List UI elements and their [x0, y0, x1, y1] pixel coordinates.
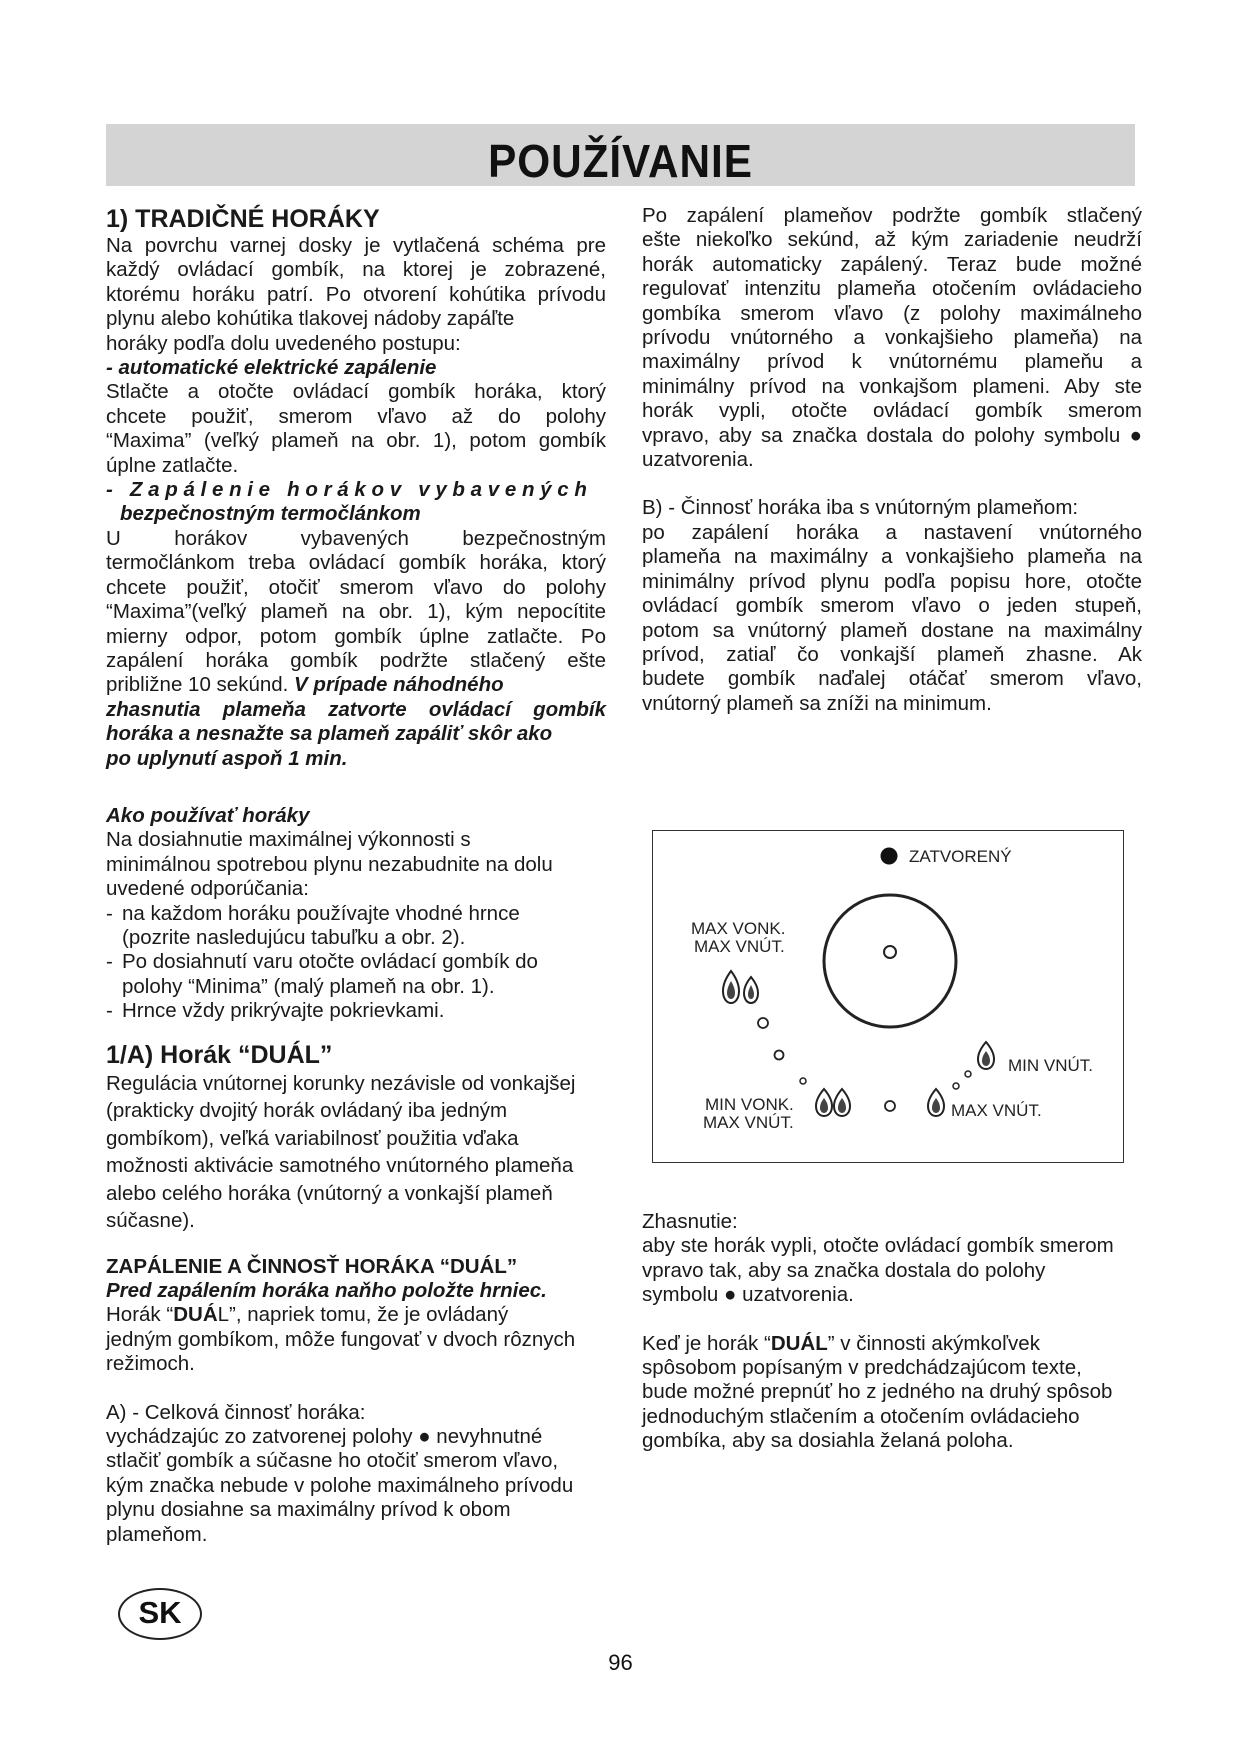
- position-dot: [775, 1051, 784, 1060]
- position-dot: [800, 1078, 806, 1084]
- label-max-inner: MAX VNÚT.: [694, 937, 785, 956]
- position-dot: [953, 1083, 959, 1089]
- ignition-heading: ZAPÁLENIE A ČINNOSŤ HORÁKA “DUÁL”: [106, 1254, 518, 1278]
- label-min-inner: MIN VNÚT.: [1008, 1056, 1093, 1075]
- position-dot: [758, 1018, 768, 1028]
- safety-warning: zhasnutia plameňa zatvorte ovládací gombík: [106, 697, 606, 721]
- dual-flame-icon: [723, 971, 758, 1003]
- single-flame-icon: [928, 1089, 944, 1116]
- label-closed: ZATVORENÝ: [909, 847, 1012, 866]
- list-item: - Hrnce vždy prikrývajte pokrievkami.: [106, 999, 445, 1023]
- label-max-inner-right: MAX VNÚT.: [951, 1101, 1042, 1120]
- thermocouple-heading-2: bezpečnostným termočlánkom: [120, 502, 421, 526]
- mode-a-heading: A) - Celková činnosť horáka:: [106, 1400, 366, 1424]
- auto-ignition-text: Stlačte a otočte ovládací gombík horáka, ktorý chcete použiť, smerom vľavo až do polohy “Maxima” (veľký plameň na obr. 1), potom gombík úplne zatlačte.: [106, 380, 606, 477]
- knob-circle: [824, 895, 956, 1027]
- left-column: [106, 204, 606, 1547]
- off-text: aby ste horák vypli, otočte ovládací gombík smerom vpravo tak, aby sa značka dostala do polohy symbolu ● uzatvorenia.: [642, 1234, 1114, 1307]
- title-band: [106, 124, 1135, 186]
- dual-flame-icon: [816, 1089, 850, 1116]
- page-number: 96: [608, 1650, 633, 1675]
- country-badge: SK: [118, 1588, 202, 1640]
- section-heading-traditional-burners: 1) TRADIČNÉ HORÁKY: [106, 205, 380, 233]
- auto-ignition-heading: - automatické elektrické zapálenie: [106, 356, 437, 380]
- mode-a-text: vychádzajúc zo zatvorenej polohy ● nevyhnutné stlačiť gombík a súčasne ho otočiť smerom vľavo, kým značka nebude v polohe maximálneho prívodu plynu dosiahne sa maximálny prívod k obom plameňom.: [106, 1425, 574, 1546]
- intro-paragraph: Na povrchu varnej dosky je vytlačená schéma pre každý ovládací gombík, na ktorej je zobrazené, ktorému horáku patrí. Po otvorení kohútika prívodu plynu alebo kohútika tlakovej nádoby zapáľte horáky podľa dolu uvedeného postupu:: [106, 234, 606, 355]
- position-dot: [965, 1071, 971, 1077]
- closed-position-dot-icon: [881, 848, 898, 865]
- safety-warning-start: V prípade náhodného: [294, 673, 504, 697]
- usage-heading: Ako používať horáky: [106, 803, 310, 827]
- label-min-outer: MIN VONK.: [705, 1095, 794, 1114]
- ignition-text: Horák “DUÁL”, napriek tomu, že je ovládaný jedným gombíkom, môže fungovať v dvoch rôznych režimoch.: [106, 1303, 576, 1376]
- mode-b-text: B) - Činnosť horáka iba s vnútorným plameňom: po zapálení horáka a nastavení vnútorného plameňa na maximálny a vonkajšieho plameňa na minimálny prívod plynu podľa popisu hore, otočte ovládací gombík smerom vľavo o jeden stupeň, potom sa vnútorný plameň dostane na maximálny prívod, zatiaľ čo vonkajší plameň zhasne. Ak budete gombík naďalej otáčať smerom vľavo, vnútorný plameň sa zníži na minimum.: [642, 496, 1142, 715]
- right-column: [642, 204, 1142, 716]
- dual-text: Regulácia vnútornej korunky nezávisle od vonkajšej (prakticky dvojitý horák ovládaný iba jedným gombíkom), veľká variabilnosť použitia vďaka možnosti aktivácie samotného vnútorného plameňa alebo celého horáka (vnútorný a vonkajší plameň súčasne).: [106, 1071, 576, 1233]
- single-flame-icon: [978, 1042, 994, 1069]
- page-title: POUŽÍVANIE: [488, 135, 753, 187]
- usage-text: Na dosiahnutie maximálnej výkonnosti s minimálnou spotrebou plynu nezabudnite na dolu uvedené odporúčania:: [106, 828, 553, 901]
- thermocouple-text: U horákov vybavených bezpečnostným termočlánkom treba ovládací gombík horáka, ktorý chcete použiť, otočiť smerom vľavo do polohy “Maxima”(veľký plameň na obr. 1), kým nepocítite mierny odpor, potom gombík úplne zatlačte. Po zapálení horáka gombík podržte stlačený ešte približne 10 sekúnd. V prípade náhodného zhasnutia plameňa zatvorte ovládací gombík horáka a nesnažte sa plameň zapáliť skôr ako po uplynutí aspoň 1 min.: [106, 526, 606, 770]
- list-item: - Po dosiahnutí varu otočte ovládací gombík do polohy “Minima” (malý plameň na obr. 1).: [106, 950, 538, 998]
- label-max-outer: MAX VONK.: [691, 919, 786, 938]
- position-dot: [885, 1101, 895, 1111]
- right-column-lower: [642, 1210, 1142, 1454]
- off-heading: Zhasnutie:: [642, 1210, 738, 1233]
- ignition-subheading: Pred zapálením horáka naňho položte hrniec.: [106, 1279, 547, 1302]
- knob-marker: [884, 946, 896, 958]
- label-max-inner-2: MAX VNÚT.: [703, 1113, 794, 1132]
- section-heading-dual-burner: 1/A) Horák “DUÁL”: [106, 1040, 333, 1069]
- list-item: - na každom horáku používajte vhodné hrnce (pozrite nasledujúcu tabuľku a obr. 2).: [106, 901, 520, 949]
- continuation-text: Po zapálení plameňov podržte gombík stlačený ešte niekoľko sekúnd, až kým zariadenie neudrží horák automaticky zapálený. Teraz bude možné regulovať intenzitu plameňa otočením ovládacieho gombíka smerom vľavo (z polohy maximálneho prívodu vnútorného a vonkajšieho plameňa) na maximálny prívod k vnútornému plameňu a minimálny prívod na vonkajšom plameni. Aby ste horák vypli, otočte ovládací gombík smerom vpravo, aby sa značka dostala do polohy symbolu ● uzatvorenia.: [642, 204, 1142, 472]
- switch-text: Keď je horák “DUÁL” v činnosti akýmkoľvek spôsobom popísaným v predchádzajúcom texte, bude možné prepnúť ho z jedného na druhý spôsob jednoduchým stlačením a otočením ovládacieho gombíka, aby sa dosiahla želaná poloha.: [642, 1331, 1113, 1453]
- knob-position-diagram: [652, 830, 1124, 1163]
- thermocouple-heading: - Zapálenie horákov vybavených: [106, 478, 593, 502]
